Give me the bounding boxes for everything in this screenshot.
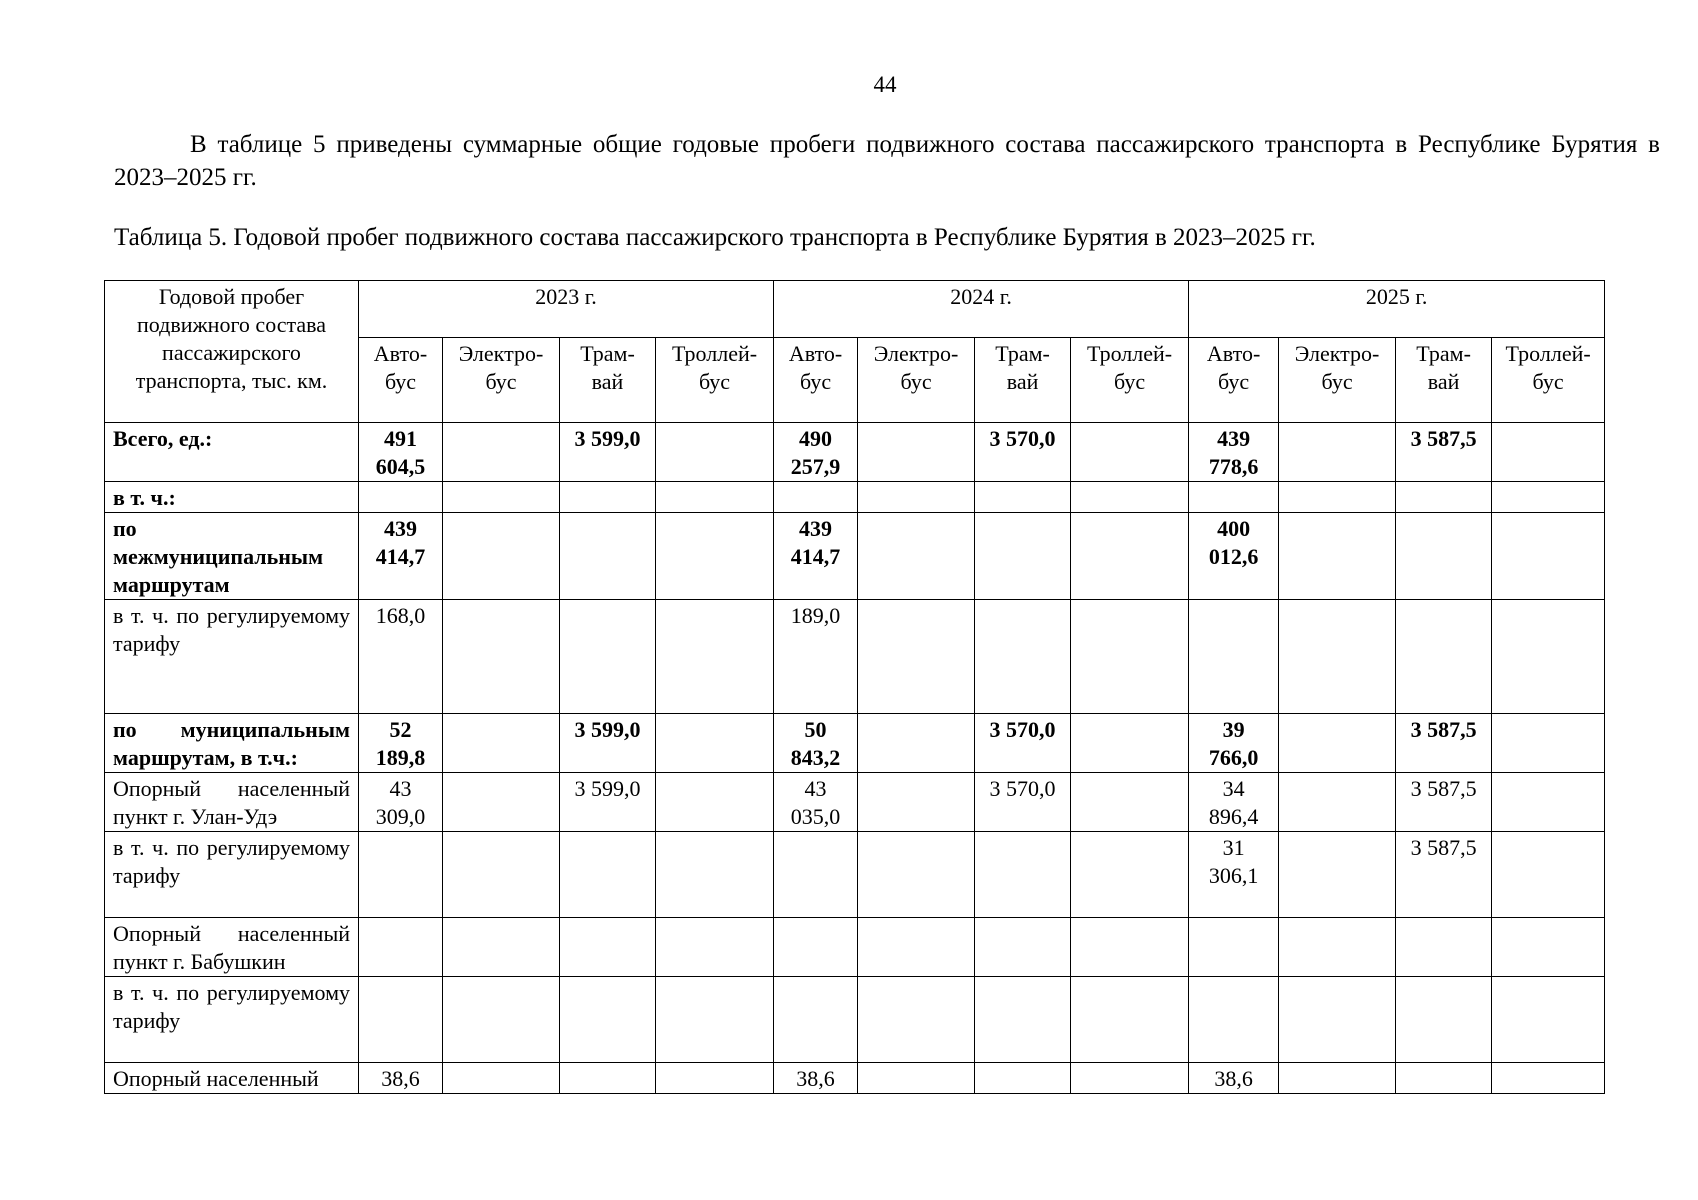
table-cell	[656, 977, 774, 1063]
table-row	[105, 918, 1605, 977]
table-row	[105, 832, 1605, 918]
table-cell	[1071, 832, 1189, 918]
table-cell	[656, 1063, 774, 1094]
row-label: Опорный населенный пункт г. Улан-Удэ	[105, 773, 359, 832]
subheader-trolleybus: Троллей-бус	[1492, 338, 1605, 423]
table-cell	[443, 482, 560, 513]
table-cell	[975, 1063, 1071, 1094]
table-cell	[560, 832, 656, 918]
subheader-tram: Трам-вай	[1396, 338, 1492, 423]
table-cell	[1071, 513, 1189, 600]
table-cell	[560, 1063, 656, 1094]
table-cell	[1189, 600, 1279, 714]
table-cell	[1279, 482, 1396, 513]
intro-paragraph: В таблице 5 приведены суммарные общие годовые пробеги подвижного состава пассажирского транспорта в Республике Бурятия в 2023–2025 гг.	[114, 131, 1660, 191]
table-cell	[1396, 482, 1492, 513]
row-label: в т. ч. по регулируемому тарифу	[105, 977, 359, 1063]
table-cell	[560, 918, 656, 977]
table-cell	[1279, 714, 1396, 773]
table-cell	[1279, 423, 1396, 482]
table-cell	[656, 600, 774, 714]
table-cell	[1071, 1063, 1189, 1094]
table-cell: 43 309,0	[359, 773, 443, 832]
table-cell	[443, 832, 560, 918]
row-label: Всего, ед.:	[105, 423, 359, 482]
table-cell	[1279, 832, 1396, 918]
table-row	[105, 977, 1605, 1063]
table-cell	[1396, 513, 1492, 600]
table-cell: 400 012,6	[1189, 513, 1279, 600]
table-cell: 3 587,5	[1396, 832, 1492, 918]
table-cell	[1189, 482, 1279, 513]
table-cell	[443, 513, 560, 600]
table-cell	[858, 1063, 975, 1094]
table-cell	[1071, 714, 1189, 773]
table-cell: 3 570,0	[975, 423, 1071, 482]
table-cell	[1492, 423, 1605, 482]
year-header-2024: 2024 г.	[774, 281, 1189, 338]
table-cell	[443, 600, 560, 714]
table-cell	[1279, 1063, 1396, 1094]
table-cell	[975, 832, 1071, 918]
table-cell	[656, 423, 774, 482]
table-cell	[975, 918, 1071, 977]
table-cell	[1279, 513, 1396, 600]
corner-header: Годовой пробег подвижного состава пассажирского транспорта, тыс. км.	[105, 281, 359, 423]
table-cell	[1492, 600, 1605, 714]
table-cell	[858, 513, 975, 600]
table-cell	[1492, 1063, 1605, 1094]
table-row	[105, 482, 1605, 513]
table-cell	[1279, 977, 1396, 1063]
table-cell	[656, 832, 774, 918]
table-cell	[774, 977, 858, 1063]
table-row	[105, 1063, 1605, 1094]
subheader-trolleybus: Троллей-бус	[656, 338, 774, 423]
table-cell	[443, 423, 560, 482]
table-row	[105, 714, 1605, 773]
table-row	[105, 773, 1605, 832]
subheader-trolleybus: Троллей-бус	[1071, 338, 1189, 423]
table-cell: 490 257,9	[774, 423, 858, 482]
table-cell	[1396, 977, 1492, 1063]
table-cell	[858, 423, 975, 482]
table-cell: 3 587,5	[1396, 423, 1492, 482]
table-cell	[656, 773, 774, 832]
table-cell	[858, 832, 975, 918]
table-cell: 34 896,4	[1189, 773, 1279, 832]
table-cell	[1189, 977, 1279, 1063]
table-cell	[359, 977, 443, 1063]
table-body	[105, 423, 1605, 1094]
table-cell	[359, 832, 443, 918]
table-cell	[1071, 773, 1189, 832]
table-cell	[1492, 714, 1605, 773]
table-cell	[656, 918, 774, 977]
table-cell	[975, 513, 1071, 600]
row-label: Опорный населенный	[105, 1063, 359, 1094]
row-label: в т. ч. по регулируемому тарифу	[105, 832, 359, 918]
table-cell: 3 599,0	[560, 714, 656, 773]
table-cell	[1492, 773, 1605, 832]
table-cell	[560, 513, 656, 600]
year-header-2025: 2025 г.	[1189, 281, 1605, 338]
table-cell	[560, 977, 656, 1063]
table-cell	[1279, 600, 1396, 714]
table-cell: 3 599,0	[560, 773, 656, 832]
table-cell: 50 843,2	[774, 714, 858, 773]
table-cell	[858, 773, 975, 832]
mileage-table	[104, 280, 1605, 1094]
table-cell: 52 189,8	[359, 714, 443, 773]
table-cell: 189,0	[774, 600, 858, 714]
table-cell: 439 778,6	[1189, 423, 1279, 482]
table-cell: 168,0	[359, 600, 443, 714]
table-cell	[443, 714, 560, 773]
table-cell: 439 414,7	[359, 513, 443, 600]
table-cell	[1189, 918, 1279, 977]
row-label: Опорный населенный пункт г. Бабушкин	[105, 918, 359, 977]
table-cell	[560, 482, 656, 513]
table-cell	[443, 1063, 560, 1094]
row-label: в т. ч. по регулируемому тарифу	[105, 600, 359, 714]
table-cell	[774, 832, 858, 918]
subheader-bus: Авто-бус	[359, 338, 443, 423]
table-cell	[975, 482, 1071, 513]
table-cell: 38,6	[359, 1063, 443, 1094]
table-cell	[858, 600, 975, 714]
table-cell: 38,6	[774, 1063, 858, 1094]
subheader-electrobus: Электро-бус	[858, 338, 975, 423]
table-cell	[1396, 600, 1492, 714]
table-cell	[1071, 600, 1189, 714]
table-cell: 38,6	[1189, 1063, 1279, 1094]
table-cell	[1492, 977, 1605, 1063]
table-cell	[359, 918, 443, 977]
table-cell	[774, 918, 858, 977]
subheader-bus: Авто-бус	[774, 338, 858, 423]
year-header-row	[105, 281, 1605, 338]
table-cell: 3 570,0	[975, 714, 1071, 773]
table-cell	[560, 600, 656, 714]
table-cell	[774, 482, 858, 513]
table-caption: Таблица 5. Годовой пробег подвижного состава пассажирского транспорта в Республике Бурятия в 2023–2025 гг.	[114, 224, 1316, 251]
row-label: в т. ч.:	[105, 482, 359, 513]
table-cell	[1396, 918, 1492, 977]
table-cell	[656, 513, 774, 600]
table-cell	[1492, 832, 1605, 918]
table-cell	[443, 773, 560, 832]
subheader-electrobus: Электро-бус	[1279, 338, 1396, 423]
subheader-tram: Трам-вай	[560, 338, 656, 423]
table-cell: 39 766,0	[1189, 714, 1279, 773]
table-cell	[858, 918, 975, 977]
subheader-tram: Трам-вай	[975, 338, 1071, 423]
table-cell: 439 414,7	[774, 513, 858, 600]
table-cell	[1279, 918, 1396, 977]
table-cell: 3 587,5	[1396, 714, 1492, 773]
table-cell	[1396, 1063, 1492, 1094]
table-cell: 31 306,1	[1189, 832, 1279, 918]
table-cell	[1492, 482, 1605, 513]
table-cell: 491 604,5	[359, 423, 443, 482]
table-row	[105, 600, 1605, 714]
table-cell	[858, 714, 975, 773]
table-cell	[1279, 773, 1396, 832]
table-cell	[656, 482, 774, 513]
table-cell	[1492, 513, 1605, 600]
table-cell: 3 599,0	[560, 423, 656, 482]
table-cell	[656, 714, 774, 773]
year-header-2023: 2023 г.	[359, 281, 774, 338]
table-cell: 3 587,5	[1396, 773, 1492, 832]
table-cell: 43 035,0	[774, 773, 858, 832]
table-cell	[858, 482, 975, 513]
table-cell: 3 570,0	[975, 773, 1071, 832]
table-cell	[1071, 977, 1189, 1063]
table-row	[105, 423, 1605, 482]
table-cell	[975, 600, 1071, 714]
table-cell	[443, 918, 560, 977]
subheader-electrobus: Электро-бус	[443, 338, 560, 423]
table-cell	[1071, 482, 1189, 513]
page-number: 44	[873, 72, 897, 97]
table-cell	[975, 977, 1071, 1063]
table-cell	[1492, 918, 1605, 977]
table-row	[105, 513, 1605, 600]
row-label: по муниципальным маршрутам, в т.ч.:	[105, 714, 359, 773]
table-cell	[359, 482, 443, 513]
table-cell	[1071, 423, 1189, 482]
table-cell	[858, 977, 975, 1063]
table-cell	[1071, 918, 1189, 977]
table-cell	[443, 977, 560, 1063]
subheader-bus: Авто-бус	[1189, 338, 1279, 423]
row-label: по межмуниципальным маршрутам	[105, 513, 359, 600]
